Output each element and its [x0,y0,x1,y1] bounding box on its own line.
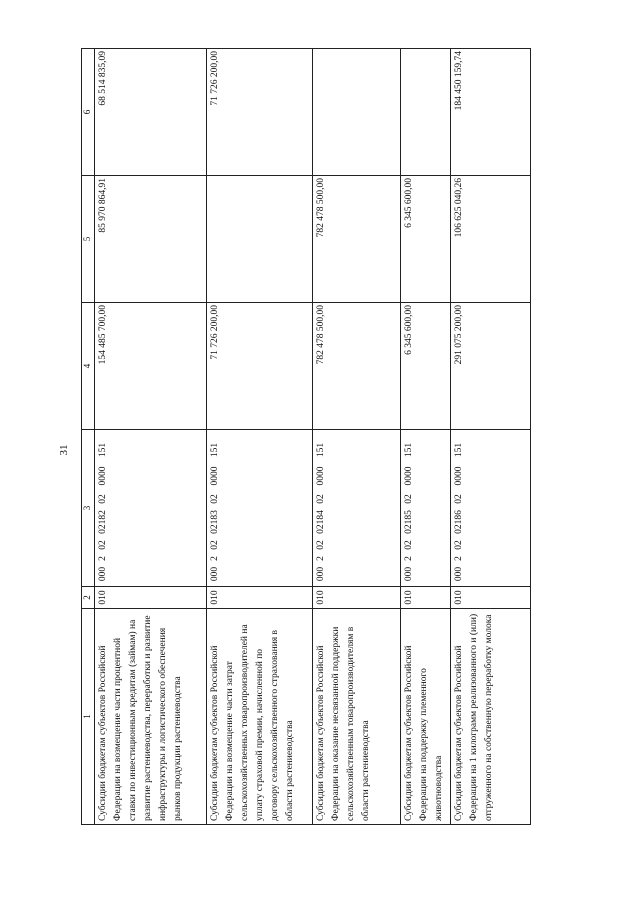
header-column-6: 6 [82,49,95,176]
classification-part: 151 [316,442,326,458]
header-column-4: 4 [82,303,95,430]
row-classification-cell [401,430,451,587]
row-column-4-value: 6 345 600,00 [401,303,451,430]
classification-part: 02183 [210,510,220,534]
row-name-cell: Субсидии бюджетам субъектов Российской Федерации на поддержку племенного животноводства [401,609,451,825]
table-row [207,49,313,825]
classification-part: 02 [98,494,108,504]
table-row [313,49,401,825]
classification-part: 02 [404,494,414,504]
classification-part: 02 [454,494,464,504]
row-code-cell: 010 [451,587,531,609]
classification-part: 02186 [454,510,464,534]
row-column-5-value: 106 625 040,26 [451,176,531,303]
classification-part: 02 [454,540,464,550]
classification-part: 0000 [316,466,326,486]
row-classification-cell [451,430,531,587]
classification-part: 02185 [404,510,414,534]
row-column-6-value [401,49,451,176]
row-column-4-value: 71 726 200,00 [207,303,313,430]
classification-part: 02182 [98,510,108,534]
classification-part: 02 [98,540,108,550]
classification-part: 151 [404,442,414,458]
classification-part: 2 [98,556,108,561]
table-header-row [82,49,95,825]
row-column-6-value: 71 726 200,00 [207,49,313,176]
row-name-cell: Субсидии бюджетам субъектов Российской Федерации на оказание несвязанной поддержки сельскохозяйственным товаропроизводителям в области растениеводства [313,609,401,825]
row-code-cell: 010 [207,587,313,609]
classification-part: 2 [404,556,414,561]
classification-part: 0000 [98,466,108,486]
classification-part: 02 [210,494,220,504]
row-classification-cell [313,430,401,587]
row-column-4-value: 782 478 500,00 [313,303,401,430]
page-number: 31 [58,444,70,456]
classification-part: 02 [404,540,414,550]
table-row [401,49,451,825]
table-row [451,49,531,825]
row-code-cell: 010 [313,587,401,609]
classification-part: 0000 [454,466,464,486]
row-column-5-value: 85 970 864,91 [95,176,207,303]
classification-part: 02 [210,540,220,550]
row-name-cell: Субсидии бюджетам субъектов Российской Федерации на возмещение части процентной ставки по инвестиционным кредитам (займам) на развитие растениеводства, переработки и развитие инфраструктуры и логистического обеспечения рынков продукции растениеводства [95,609,207,825]
row-code-cell: 010 [95,587,207,609]
row-classification-cell [95,430,207,587]
classification-part: 000 [98,566,108,582]
classification-part: 0000 [404,466,414,486]
classification-part: 151 [454,442,464,458]
table-row [95,49,207,825]
classification-part: 02 [316,540,326,550]
row-name-cell: Субсидии бюджетам субъектов Российской Федерации на возмещение части затрат сельскохозяйственных товаропроизводителей на уплату страховой премии, начисленной по договору сельскохозяйственного страхования в области растениеводства [207,609,313,825]
classification-part: 02 [316,494,326,504]
classification-part: 2 [210,556,220,561]
row-column-5-value: 6 345 600,00 [401,176,451,303]
header-column-5: 5 [82,176,95,303]
row-column-5-value [207,176,313,303]
row-column-5-value: 782 478 500,00 [313,176,401,303]
header-column-2: 2 [82,587,95,609]
subsidies-table [81,48,531,825]
row-name-cell: Субсидии бюджетам субъектов Российской Федерации на 1 килограмм реализованного и (или) отгруженного на собственную переработку молока [451,609,531,825]
classification-part: 151 [210,442,220,458]
classification-part: 02184 [316,510,326,534]
row-classification-cell [207,430,313,587]
classification-part: 0000 [210,466,220,486]
row-column-6-value [313,49,401,176]
classification-part: 000 [454,566,464,582]
row-column-4-value: 154 485 700,00 [95,303,207,430]
classification-part: 000 [404,566,414,582]
classification-part: 151 [98,442,108,458]
row-column-6-value: 68 514 835,09 [95,49,207,176]
classification-part: 000 [210,566,220,582]
header-column-3: 3 [82,430,95,587]
row-column-6-value: 184 450 159,74 [451,49,531,176]
classification-part: 2 [454,556,464,561]
row-code-cell: 010 [401,587,451,609]
classification-part: 2 [316,556,326,561]
classification-part: 000 [316,566,326,582]
row-column-4-value: 291 075 200,00 [451,303,531,430]
header-column-1: 1 [82,609,95,825]
